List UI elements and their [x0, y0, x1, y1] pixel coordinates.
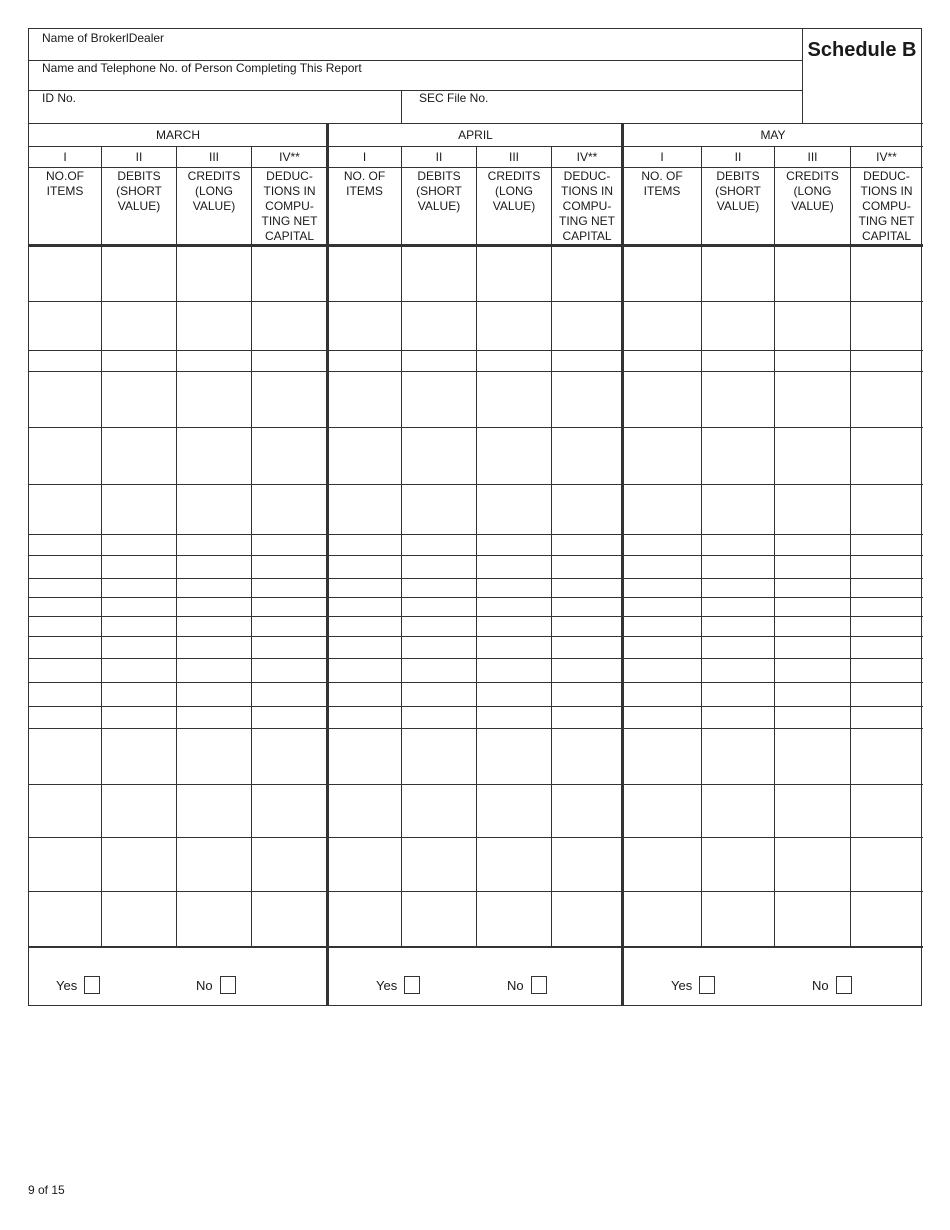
yes-label: Yes — [376, 977, 398, 993]
yes-option[interactable] — [56, 976, 100, 994]
column-numeral: IV** — [279, 149, 300, 164]
row-rule — [29, 350, 923, 351]
column-header: DEDUC- TIONS IN COMPU- TING NET CAPITAL — [559, 169, 615, 243]
row-rule — [29, 728, 923, 729]
row-rule — [29, 427, 923, 428]
sec-file-number-label: SEC File No. — [419, 91, 489, 105]
column-header: NO. OF ITEMS — [641, 169, 683, 198]
column-header: DEBITS (SHORT VALUE) — [116, 169, 162, 213]
contact-person-label: Name and Telephone No. of Person Completing This Report — [42, 61, 362, 75]
month-header-may: MAY — [760, 128, 786, 142]
page-number: 9 of 15 — [28, 1183, 65, 1197]
column-header: DEBITS (SHORT VALUE) — [715, 169, 761, 213]
no-label: No — [507, 977, 524, 993]
schedule-b-form — [28, 28, 922, 1006]
column-numeral: II — [734, 149, 742, 164]
no-label: No — [196, 977, 213, 993]
column-numeral: III — [208, 149, 219, 164]
no-option[interactable] — [812, 976, 852, 994]
column-header: NO. OF ITEMS — [343, 169, 386, 198]
schedule-box-divider — [802, 29, 803, 124]
column-numeral: I — [660, 149, 664, 164]
column-numeral: I — [63, 149, 67, 164]
column-numeral: III — [508, 149, 519, 164]
yes-option[interactable] — [671, 976, 715, 994]
yes-checkbox[interactable] — [84, 976, 100, 994]
column-numeral: III — [807, 149, 818, 164]
row-rule — [29, 784, 923, 785]
column-header: DEDUC- TIONS IN COMPU- TING NET CAPITAL — [858, 169, 915, 243]
row-rule — [29, 682, 923, 683]
column-divider — [774, 146, 775, 947]
column-header: CREDITS (LONG VALUE) — [786, 169, 839, 213]
column-header: NO.OF ITEMS — [46, 169, 84, 198]
no-option[interactable] — [507, 976, 547, 994]
month-header-april: APRIL — [458, 128, 493, 142]
column-divider — [701, 146, 702, 947]
month-divider — [621, 124, 624, 1006]
yes-checkbox[interactable] — [699, 976, 715, 994]
column-divider — [401, 146, 402, 947]
column-divider — [850, 146, 851, 947]
row-rule — [29, 534, 923, 535]
column-numeral: I — [362, 149, 367, 164]
yes-label: Yes — [671, 977, 693, 993]
no-label: No — [812, 977, 829, 993]
month-header-march: MARCH — [156, 128, 200, 142]
row-rule — [29, 555, 923, 556]
column-divider — [476, 146, 477, 947]
row-rule — [29, 484, 923, 485]
broker-dealer-label: Name of BrokerlDealer — [42, 31, 165, 45]
row-rule — [29, 891, 923, 892]
no-option[interactable] — [196, 976, 236, 994]
row-rule — [29, 837, 923, 838]
table-bottom-rule — [29, 946, 923, 948]
column-numeral: II — [135, 149, 143, 164]
row-rule — [29, 616, 923, 617]
column-divider — [251, 146, 252, 947]
column-header: CREDITS (LONG VALUE) — [187, 169, 241, 213]
column-header: DEDUC- TIONS IN COMPU- TING NET CAPITAL — [261, 169, 318, 243]
no-checkbox[interactable] — [220, 976, 236, 994]
column-numeral: II — [435, 149, 443, 164]
column-header: DEBITS (SHORT VALUE) — [416, 169, 462, 213]
column-divider — [176, 146, 177, 947]
no-checkbox[interactable] — [531, 976, 547, 994]
row-rule — [29, 597, 923, 598]
yes-checkbox[interactable] — [404, 976, 420, 994]
column-header: CREDITS (LONG VALUE) — [487, 169, 541, 213]
column-divider — [101, 146, 102, 947]
column-numeral: IV** — [876, 149, 897, 164]
row-rule — [29, 578, 923, 579]
header-divider — [401, 90, 402, 124]
yes-label: Yes — [56, 977, 78, 993]
no-checkbox[interactable] — [836, 976, 852, 994]
header-divider — [29, 90, 802, 91]
month-divider — [326, 124, 329, 1006]
id-number-label: ID No. — [42, 91, 77, 105]
column-divider — [551, 146, 552, 947]
schedule-title: Schedule B — [807, 39, 917, 61]
row-rule — [29, 301, 923, 302]
row-rule — [29, 636, 923, 637]
row-rule — [29, 706, 923, 707]
yes-option[interactable] — [376, 976, 420, 994]
row-rule — [29, 371, 923, 372]
column-numeral: IV** — [576, 149, 598, 164]
row-rule — [29, 658, 923, 659]
